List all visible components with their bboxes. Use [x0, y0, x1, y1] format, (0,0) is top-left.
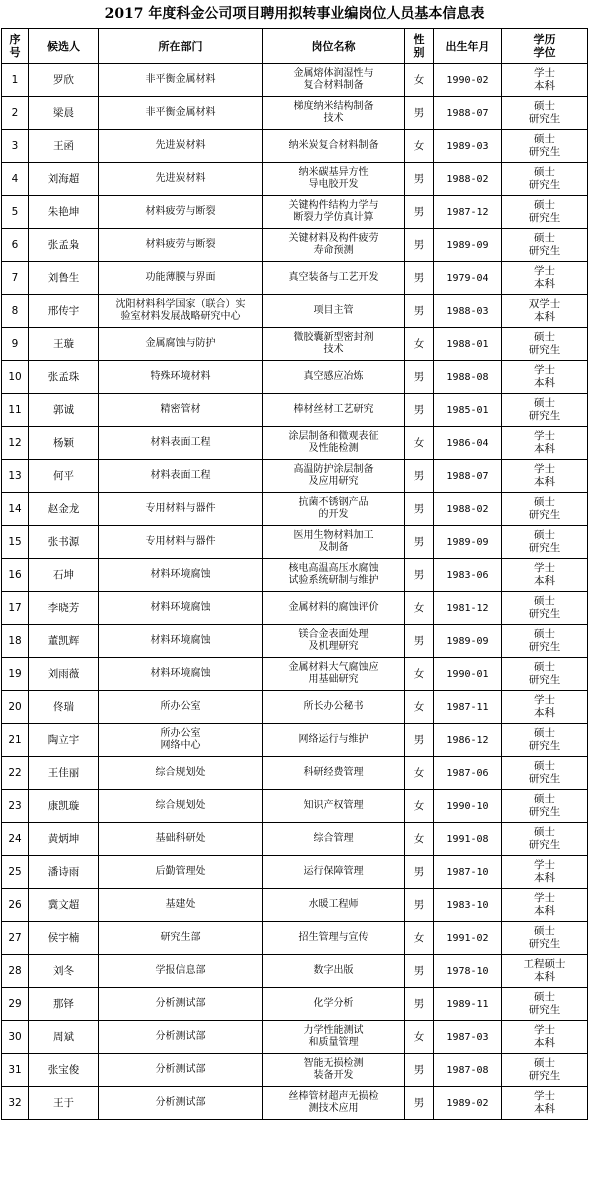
cell-degree: 硕士 研究生	[502, 196, 588, 229]
cell-position: 纳米炭复合材料制备	[263, 130, 405, 163]
cell-degree: 硕士 研究生	[502, 97, 588, 130]
table-row	[2, 328, 588, 361]
cell-no: 18	[2, 625, 29, 658]
cell-dept: 分析测试部	[99, 988, 263, 1021]
cell-dept: 材料环境腐蚀	[99, 592, 263, 625]
cell-dept: 特殊环境材料	[99, 361, 263, 394]
cell-birth: 1979-04	[434, 262, 502, 295]
header-position: 岗位名称	[263, 29, 405, 64]
cell-gender: 男	[405, 262, 434, 295]
cell-dept: 后勤管理处	[99, 856, 263, 889]
cell-gender: 男	[405, 625, 434, 658]
cell-position: 高温防护涂层制备 及应用研究	[263, 460, 405, 493]
cell-position: 力学性能测试 和质量管理	[263, 1021, 405, 1054]
header-degree: 学历 学位	[502, 29, 588, 64]
cell-position: 水暖工程师	[263, 889, 405, 922]
table-row	[2, 97, 588, 130]
cell-birth: 1988-07	[434, 97, 502, 130]
table-row	[2, 691, 588, 724]
header-no: 序 号	[2, 29, 29, 64]
cell-degree: 学士 本科	[502, 262, 588, 295]
cell-birth: 1987-03	[434, 1021, 502, 1054]
cell-degree: 硕士 研究生	[502, 493, 588, 526]
table-row	[2, 163, 588, 196]
cell-no: 24	[2, 823, 29, 856]
cell-degree: 学士 本科	[502, 64, 588, 97]
table-row	[2, 790, 588, 823]
cell-name: 王佳丽	[29, 757, 99, 790]
cell-name: 那铎	[29, 988, 99, 1021]
cell-gender: 男	[405, 1054, 434, 1087]
table-row	[2, 889, 588, 922]
cell-name: 王于	[29, 1087, 99, 1120]
cell-name: 康凯璇	[29, 790, 99, 823]
cell-birth: 1983-10	[434, 889, 502, 922]
cell-name: 周斌	[29, 1021, 99, 1054]
cell-degree: 学士 本科	[502, 460, 588, 493]
cell-dept: 材料疲劳与断裂	[99, 196, 263, 229]
cell-gender: 女	[405, 328, 434, 361]
cell-no: 26	[2, 889, 29, 922]
cell-position: 智能无损检测 装备开发	[263, 1054, 405, 1087]
cell-birth: 1986-12	[434, 724, 502, 757]
cell-birth: 1989-03	[434, 130, 502, 163]
cell-birth: 1990-01	[434, 658, 502, 691]
cell-gender: 男	[405, 856, 434, 889]
cell-name: 黄炳坤	[29, 823, 99, 856]
cell-birth: 1978-10	[434, 955, 502, 988]
table-row	[2, 856, 588, 889]
cell-dept: 材料环境腐蚀	[99, 658, 263, 691]
cell-name: 侯宇楠	[29, 922, 99, 955]
cell-no: 15	[2, 526, 29, 559]
cell-no: 2	[2, 97, 29, 130]
cell-position: 镁合金表面处理 及机理研究	[263, 625, 405, 658]
cell-degree: 硕士 研究生	[502, 592, 588, 625]
cell-gender: 男	[405, 163, 434, 196]
cell-dept: 分析测试部	[99, 1087, 263, 1120]
cell-degree: 硕士 研究生	[502, 328, 588, 361]
cell-degree: 硕士 研究生	[502, 823, 588, 856]
cell-birth: 1987-12	[434, 196, 502, 229]
cell-birth: 1988-08	[434, 361, 502, 394]
cell-gender: 男	[405, 460, 434, 493]
header-birth: 出生年月	[434, 29, 502, 64]
cell-gender: 男	[405, 526, 434, 559]
cell-name: 佟瑞	[29, 691, 99, 724]
cell-position: 关键构件结构力学与 断裂力学仿真计算	[263, 196, 405, 229]
page-title: 2017 年度科金公司项目聘用拟转事业编岗位人员基本信息表	[104, 6, 485, 22]
cell-degree: 硕士 研究生	[502, 526, 588, 559]
table-row	[2, 295, 588, 328]
cell-no: 32	[2, 1087, 29, 1120]
cell-birth: 1989-11	[434, 988, 502, 1021]
cell-no: 22	[2, 757, 29, 790]
cell-no: 30	[2, 1021, 29, 1054]
cell-birth: 1990-02	[434, 64, 502, 97]
cell-gender: 女	[405, 922, 434, 955]
cell-dept: 所办公室 网络中心	[99, 724, 263, 757]
cell-no: 25	[2, 856, 29, 889]
cell-birth: 1987-10	[434, 856, 502, 889]
cell-no: 5	[2, 196, 29, 229]
cell-position: 知识产权管理	[263, 790, 405, 823]
cell-name: 王函	[29, 130, 99, 163]
table-row	[2, 526, 588, 559]
cell-gender: 男	[405, 1087, 434, 1120]
cell-degree: 工程硕士 本科	[502, 955, 588, 988]
cell-name: 石坤	[29, 559, 99, 592]
cell-no: 29	[2, 988, 29, 1021]
cell-no: 10	[2, 361, 29, 394]
cell-position: 科研经费管理	[263, 757, 405, 790]
cell-position: 招生管理与宣传	[263, 922, 405, 955]
cell-dept: 分析测试部	[99, 1054, 263, 1087]
table-row	[2, 427, 588, 460]
cell-gender: 女	[405, 658, 434, 691]
cell-gender: 男	[405, 493, 434, 526]
cell-degree: 硕士 研究生	[502, 922, 588, 955]
cell-birth: 1989-09	[434, 229, 502, 262]
cell-name: 刘海超	[29, 163, 99, 196]
table-row	[2, 559, 588, 592]
cell-name: 张书源	[29, 526, 99, 559]
header-gender: 性 别	[405, 29, 434, 64]
table-body	[2, 64, 588, 1120]
cell-no: 31	[2, 1054, 29, 1087]
cell-birth: 1991-02	[434, 922, 502, 955]
cell-name: 梁晨	[29, 97, 99, 130]
cell-birth: 1987-11	[434, 691, 502, 724]
cell-dept: 所办公室	[99, 691, 263, 724]
cell-position: 综合管理	[263, 823, 405, 856]
cell-name: 潘诗雨	[29, 856, 99, 889]
cell-birth: 1987-06	[434, 757, 502, 790]
cell-name: 张宝俊	[29, 1054, 99, 1087]
cell-no: 12	[2, 427, 29, 460]
cell-position: 抗菌不锈钢产品 的开发	[263, 493, 405, 526]
cell-position: 棒材丝材工艺研究	[263, 394, 405, 427]
cell-gender: 男	[405, 724, 434, 757]
cell-gender: 女	[405, 823, 434, 856]
cell-gender: 女	[405, 592, 434, 625]
cell-degree: 硕士 研究生	[502, 625, 588, 658]
cell-dept: 基建处	[99, 889, 263, 922]
cell-gender: 男	[405, 229, 434, 262]
cell-gender: 女	[405, 64, 434, 97]
cell-dept: 材料环境腐蚀	[99, 625, 263, 658]
cell-name: 冀文超	[29, 889, 99, 922]
cell-dept: 先进炭材料	[99, 130, 263, 163]
cell-dept: 先进炭材料	[99, 163, 263, 196]
cell-gender: 女	[405, 757, 434, 790]
table-row	[2, 394, 588, 427]
table-row	[2, 955, 588, 988]
cell-position: 医用生物材料加工 及制备	[263, 526, 405, 559]
cell-name: 罗欣	[29, 64, 99, 97]
table-row	[2, 823, 588, 856]
cell-dept: 功能薄膜与界面	[99, 262, 263, 295]
table-row	[2, 988, 588, 1021]
cell-birth: 1988-02	[434, 493, 502, 526]
cell-gender: 男	[405, 394, 434, 427]
cell-gender: 男	[405, 196, 434, 229]
cell-degree: 硕士 研究生	[502, 757, 588, 790]
cell-dept: 专用材料与器件	[99, 526, 263, 559]
cell-dept: 精密管材	[99, 394, 263, 427]
table-row	[2, 229, 588, 262]
cell-name: 张孟珠	[29, 361, 99, 394]
cell-position: 梯度纳米结构制备 技术	[263, 97, 405, 130]
cell-name: 何平	[29, 460, 99, 493]
cell-position: 网络运行与维护	[263, 724, 405, 757]
cell-name: 赵金龙	[29, 493, 99, 526]
cell-degree: 硕士 研究生	[502, 229, 588, 262]
cell-gender: 男	[405, 97, 434, 130]
cell-dept: 材料疲劳与断裂	[99, 229, 263, 262]
cell-gender: 女	[405, 790, 434, 823]
cell-no: 23	[2, 790, 29, 823]
cell-name: 朱艳坤	[29, 196, 99, 229]
cell-birth: 1991-08	[434, 823, 502, 856]
cell-degree: 硕士 研究生	[502, 1054, 588, 1087]
table-row	[2, 130, 588, 163]
cell-gender: 男	[405, 889, 434, 922]
cell-gender: 男	[405, 361, 434, 394]
cell-no: 28	[2, 955, 29, 988]
cell-gender: 女	[405, 427, 434, 460]
table-row	[2, 1087, 588, 1120]
cell-position: 项目主管	[263, 295, 405, 328]
cell-degree: 硕士 研究生	[502, 130, 588, 163]
cell-birth: 1988-07	[434, 460, 502, 493]
cell-birth: 1985-01	[434, 394, 502, 427]
table-row	[2, 757, 588, 790]
cell-degree: 学士 本科	[502, 1087, 588, 1120]
table-row	[2, 493, 588, 526]
cell-position: 关键材料及构件疲劳 寿命预测	[263, 229, 405, 262]
cell-birth: 1989-09	[434, 625, 502, 658]
cell-dept: 材料表面工程	[99, 460, 263, 493]
cell-position: 核电高温高压水腐蚀 试验系统研制与维护	[263, 559, 405, 592]
table-row	[2, 1021, 588, 1054]
cell-no: 7	[2, 262, 29, 295]
table-row	[2, 922, 588, 955]
cell-name: 张孟枭	[29, 229, 99, 262]
cell-name: 刘鲁生	[29, 262, 99, 295]
cell-no: 16	[2, 559, 29, 592]
cell-gender: 男	[405, 295, 434, 328]
cell-gender: 女	[405, 1021, 434, 1054]
cell-name: 董凯辉	[29, 625, 99, 658]
cell-no: 13	[2, 460, 29, 493]
cell-dept: 分析测试部	[99, 1021, 263, 1054]
cell-degree: 学士 本科	[502, 856, 588, 889]
cell-position: 金属熔体润湿性与 复合材料制备	[263, 64, 405, 97]
cell-no: 6	[2, 229, 29, 262]
cell-degree: 硕士 研究生	[502, 790, 588, 823]
table-row	[2, 460, 588, 493]
cell-dept: 材料环境腐蚀	[99, 559, 263, 592]
cell-birth: 1983-06	[434, 559, 502, 592]
cell-birth: 1988-03	[434, 295, 502, 328]
cell-no: 20	[2, 691, 29, 724]
cell-dept: 综合规划处	[99, 790, 263, 823]
cell-birth: 1988-01	[434, 328, 502, 361]
cell-no: 3	[2, 130, 29, 163]
table-row	[2, 64, 588, 97]
cell-no: 27	[2, 922, 29, 955]
cell-dept: 材料表面工程	[99, 427, 263, 460]
table-row	[2, 262, 588, 295]
cell-dept: 基础科研处	[99, 823, 263, 856]
cell-birth: 1990-10	[434, 790, 502, 823]
cell-dept: 非平衡金属材料	[99, 97, 263, 130]
cell-birth: 1989-02	[434, 1087, 502, 1120]
cell-degree: 硕士 研究生	[502, 163, 588, 196]
cell-dept: 沈阳材料科学国家（联合）实 验室材料发展战略研究中心	[99, 295, 263, 328]
cell-degree: 硕士 研究生	[502, 394, 588, 427]
table-row	[2, 1054, 588, 1087]
cell-dept: 金属腐蚀与防护	[99, 328, 263, 361]
cell-dept: 非平衡金属材料	[99, 64, 263, 97]
cell-dept: 研究生部	[99, 922, 263, 955]
cell-birth: 1988-02	[434, 163, 502, 196]
cell-position: 真空感应冶炼	[263, 361, 405, 394]
cell-no: 21	[2, 724, 29, 757]
cell-gender: 男	[405, 988, 434, 1021]
cell-position: 金属材料大气腐蚀应 用基础研究	[263, 658, 405, 691]
cell-name: 刘雨薇	[29, 658, 99, 691]
cell-name: 邢传宇	[29, 295, 99, 328]
cell-no: 9	[2, 328, 29, 361]
cell-name: 王璇	[29, 328, 99, 361]
cell-gender: 女	[405, 691, 434, 724]
cell-name: 杨颖	[29, 427, 99, 460]
cell-position: 所长办公秘书	[263, 691, 405, 724]
cell-degree: 学士 本科	[502, 889, 588, 922]
cell-no: 19	[2, 658, 29, 691]
cell-gender: 女	[405, 130, 434, 163]
cell-dept: 专用材料与器件	[99, 493, 263, 526]
cell-dept: 综合规划处	[99, 757, 263, 790]
cell-position: 纳米碳基异方性 导电胶开发	[263, 163, 405, 196]
cell-degree: 硕士 研究生	[502, 658, 588, 691]
header-dept: 所在部门	[99, 29, 263, 64]
cell-degree: 学士 本科	[502, 559, 588, 592]
cell-birth: 1989-09	[434, 526, 502, 559]
cell-position: 运行保障管理	[263, 856, 405, 889]
cell-dept: 学报信息部	[99, 955, 263, 988]
cell-position: 数字出版	[263, 955, 405, 988]
table-row	[2, 658, 588, 691]
cell-position: 丝棒管材超声无损检 测技术应用	[263, 1087, 405, 1120]
header-name: 候选人	[29, 29, 99, 64]
cell-gender: 男	[405, 559, 434, 592]
table-row	[2, 196, 588, 229]
cell-position: 微胶囊新型密封剂 技术	[263, 328, 405, 361]
cell-degree: 学士 本科	[502, 1021, 588, 1054]
cell-degree: 学士 本科	[502, 691, 588, 724]
cell-position: 涂层制备和微观表征 及性能检测	[263, 427, 405, 460]
cell-position: 金属材料的腐蚀评价	[263, 592, 405, 625]
cell-no: 1	[2, 64, 29, 97]
cell-no: 11	[2, 394, 29, 427]
cell-degree: 双学士 本科	[502, 295, 588, 328]
cell-name: 陶立宇	[29, 724, 99, 757]
cell-no: 17	[2, 592, 29, 625]
table-row	[2, 592, 588, 625]
table-row	[2, 361, 588, 394]
cell-birth: 1986-04	[434, 427, 502, 460]
cell-name: 郭诚	[29, 394, 99, 427]
cell-position: 化学分析	[263, 988, 405, 1021]
cell-name: 李晓芳	[29, 592, 99, 625]
cell-birth: 1981-12	[434, 592, 502, 625]
table-row	[2, 625, 588, 658]
cell-degree: 学士 本科	[502, 427, 588, 460]
cell-no: 8	[2, 295, 29, 328]
cell-degree: 硕士 研究生	[502, 724, 588, 757]
cell-gender: 男	[405, 955, 434, 988]
cell-degree: 硕士 研究生	[502, 988, 588, 1021]
cell-name: 刘冬	[29, 955, 99, 988]
cell-birth: 1987-08	[434, 1054, 502, 1087]
cell-degree: 学士 本科	[502, 361, 588, 394]
cell-no: 4	[2, 163, 29, 196]
personnel-table	[1, 28, 588, 1120]
header-row	[2, 29, 588, 64]
cell-position: 真空装备与工艺开发	[263, 262, 405, 295]
cell-no: 14	[2, 493, 29, 526]
table-row	[2, 724, 588, 757]
